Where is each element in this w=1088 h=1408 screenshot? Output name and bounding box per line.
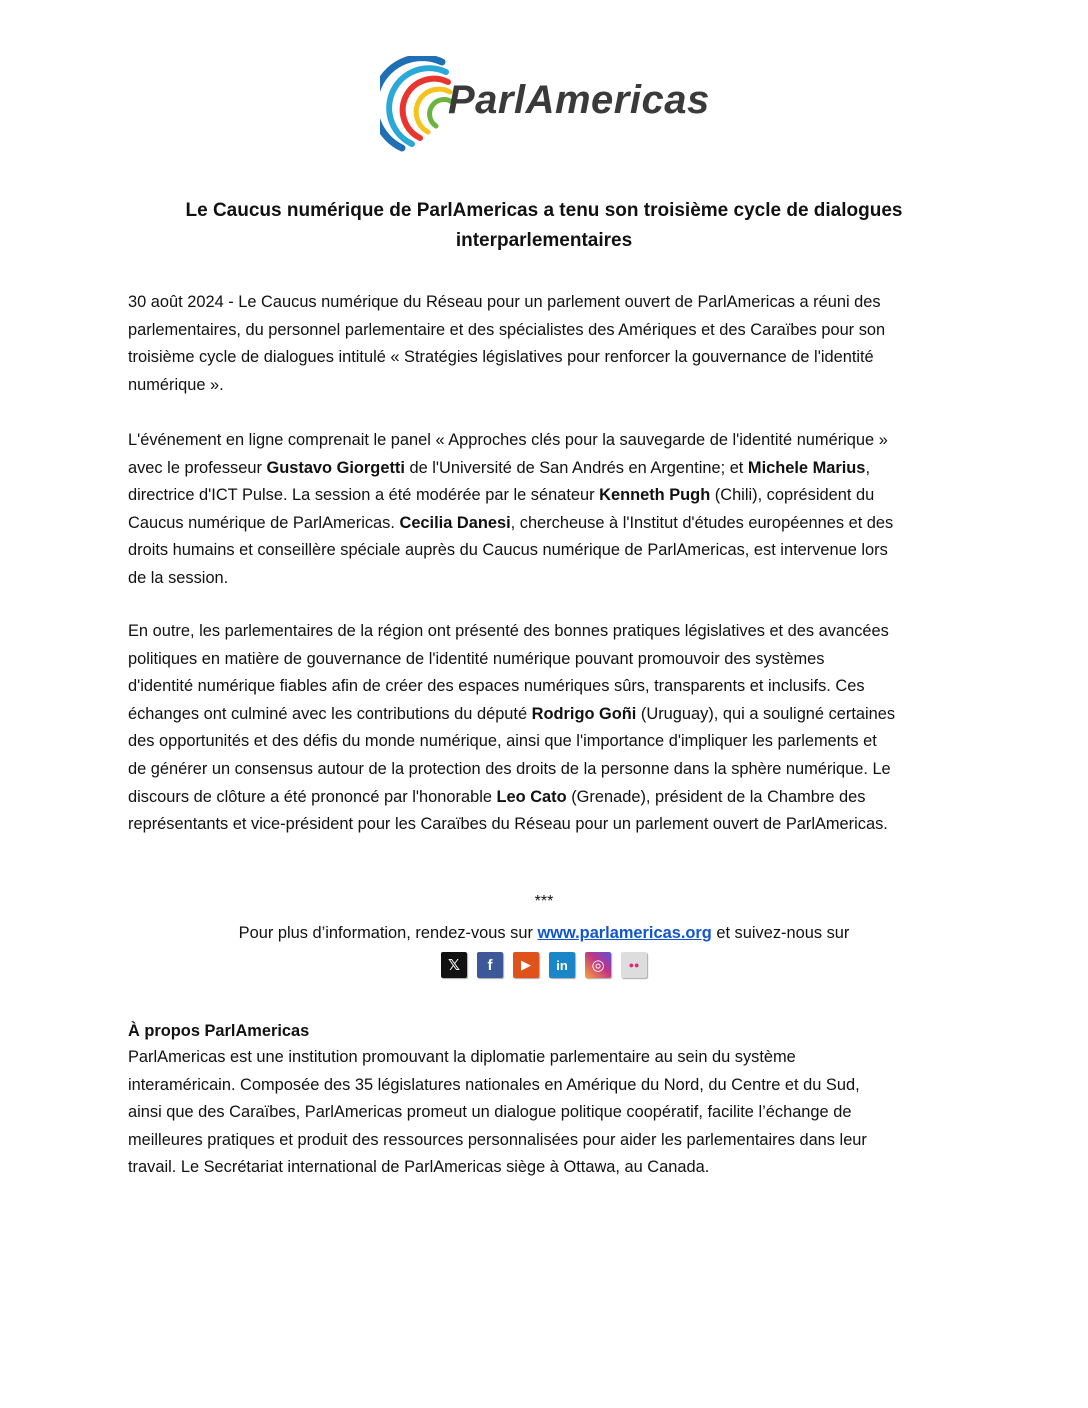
text-line: des opportunités et des défis du monde numérique, ainsi que l'importance d'impliquer les parlements et bbox=[128, 732, 877, 751]
title-line: interparlementaires bbox=[455, 230, 633, 251]
facebook-icon[interactable]: f bbox=[477, 952, 503, 978]
text-line: droits humains et conseillère spéciale auprès du Caucus numérique de ParlAmericas, est intervenue lors bbox=[128, 541, 888, 560]
paragraph-intro bbox=[128, 289, 968, 399]
about-paragraph bbox=[128, 1044, 968, 1182]
flickr-icon[interactable]: ●● bbox=[621, 952, 647, 978]
text-line: L'événement en ligne comprenait le panel « Approches clés pour la sauvegarde de l'identité numérique » bbox=[128, 431, 888, 449]
text-line: En outre, les parlementaires de la région ont présenté des bonnes pratiques législatives et des avancées bbox=[128, 622, 889, 640]
separator-stars: *** bbox=[534, 893, 554, 910]
youtube-icon[interactable]: ▶ bbox=[513, 952, 539, 978]
speaker-name: Michele Marius bbox=[747, 458, 866, 477]
text-line: de la session. bbox=[128, 568, 229, 587]
paragraph-outcomes bbox=[128, 618, 968, 839]
text-line: troisième cycle de dialogues intitulé « Stratégies législatives pour renforcer la gouvernance de l'identité bbox=[128, 348, 874, 367]
speaker-name: Leo Cato bbox=[496, 787, 567, 806]
about-heading: À propos ParlAmericas bbox=[128, 1022, 310, 1040]
logo-text: ParlAmericas bbox=[448, 78, 710, 122]
website-link[interactable]: www.parlamericas.org bbox=[537, 924, 712, 942]
speaker-name: Rodrigo Goñi bbox=[531, 704, 637, 723]
text-line: parlementaires, du personnel parlementaire et des spécialistes des Amériques et des Caraïbes pour son bbox=[128, 320, 886, 339]
text-line: d'identité numérique fiables afin de créer des espaces numériques sûrs, transparents et inclusifs. Ces bbox=[128, 677, 865, 696]
text-line: interaméricain. Composée des 35 législatures nationales en Amérique du Nord, du Centre et du Sud, bbox=[128, 1075, 860, 1094]
text-line: de générer un consensus autour de la protection des droits de la personne dans la sphère numérique. Le bbox=[128, 759, 891, 778]
text-line: ParlAmericas est une institution promouvant la diplomatie parlementaire au sein du système bbox=[128, 1048, 796, 1066]
text-line: politiques en matière de gouvernance de l'identité numérique pouvant promouvoir des systèmes bbox=[128, 649, 825, 668]
parlamericas-logo bbox=[380, 56, 720, 156]
text-line: échanges ont culminé avec les contributions du député Rodrigo Goñi (Uruguay), qui a souligné certaines bbox=[128, 704, 896, 723]
text-line: représentants et vice-président pour les Caraïbes du Réseau pour un parlement ouvert de ParlAmericas. bbox=[128, 815, 888, 834]
paragraph-event bbox=[128, 427, 968, 593]
text-line: 30 août 2024 - Le Caucus numérique du Réseau pour un parlement ouvert de ParlAmericas a réuni des bbox=[128, 293, 881, 311]
linkedin-icon[interactable]: in bbox=[549, 952, 575, 978]
title-line: Le Caucus numérique de ParlAmericas a tenu son troisième cycle de dialogues bbox=[185, 200, 903, 221]
text-line: avec le professeur Gustavo Giorgetti de l'Université de San Andrés en Argentine; et Michele Marius, bbox=[128, 458, 870, 477]
text-line: ainsi que des Caraïbes, ParlAmericas promeut un dialogue politique coopératif, facilite l’échange de bbox=[128, 1103, 852, 1122]
text-line: numérique ». bbox=[128, 375, 224, 394]
text-line: meilleures pratiques et produit des ressources personnalisées pour aider les parlementaires dans leur bbox=[128, 1130, 867, 1149]
press-release-title bbox=[128, 196, 960, 256]
more-info-line: Pour plus d’information, rendez-vous sur www.parlamericas.org et suivez-nous sur bbox=[238, 924, 850, 942]
speaker-name: Kenneth Pugh bbox=[599, 486, 711, 505]
instagram-icon[interactable]: ◎ bbox=[585, 952, 611, 978]
text-line: travail. Le Secrétariat international de ParlAmericas siège à Ottawa, au Canada. bbox=[128, 1158, 710, 1177]
text-line: discours de clôture a été prononcé par l'honorable Leo Cato (Grenade), président de la Chambre des bbox=[128, 787, 866, 806]
speaker-name: Cecilia Danesi bbox=[399, 513, 511, 532]
speaker-name: Gustavo Giorgetti bbox=[266, 458, 405, 477]
x-icon[interactable]: 𝕏 bbox=[441, 952, 467, 978]
text-line: Caucus numérique de ParlAmericas. Cecilia Danesi, chercheuse à l'Institut d'études européennes et des bbox=[128, 513, 894, 532]
text-line: directrice d'ICT Pulse. La session a été modérée par le sénateur Kenneth Pugh (Chili), coprésident du bbox=[128, 486, 875, 505]
